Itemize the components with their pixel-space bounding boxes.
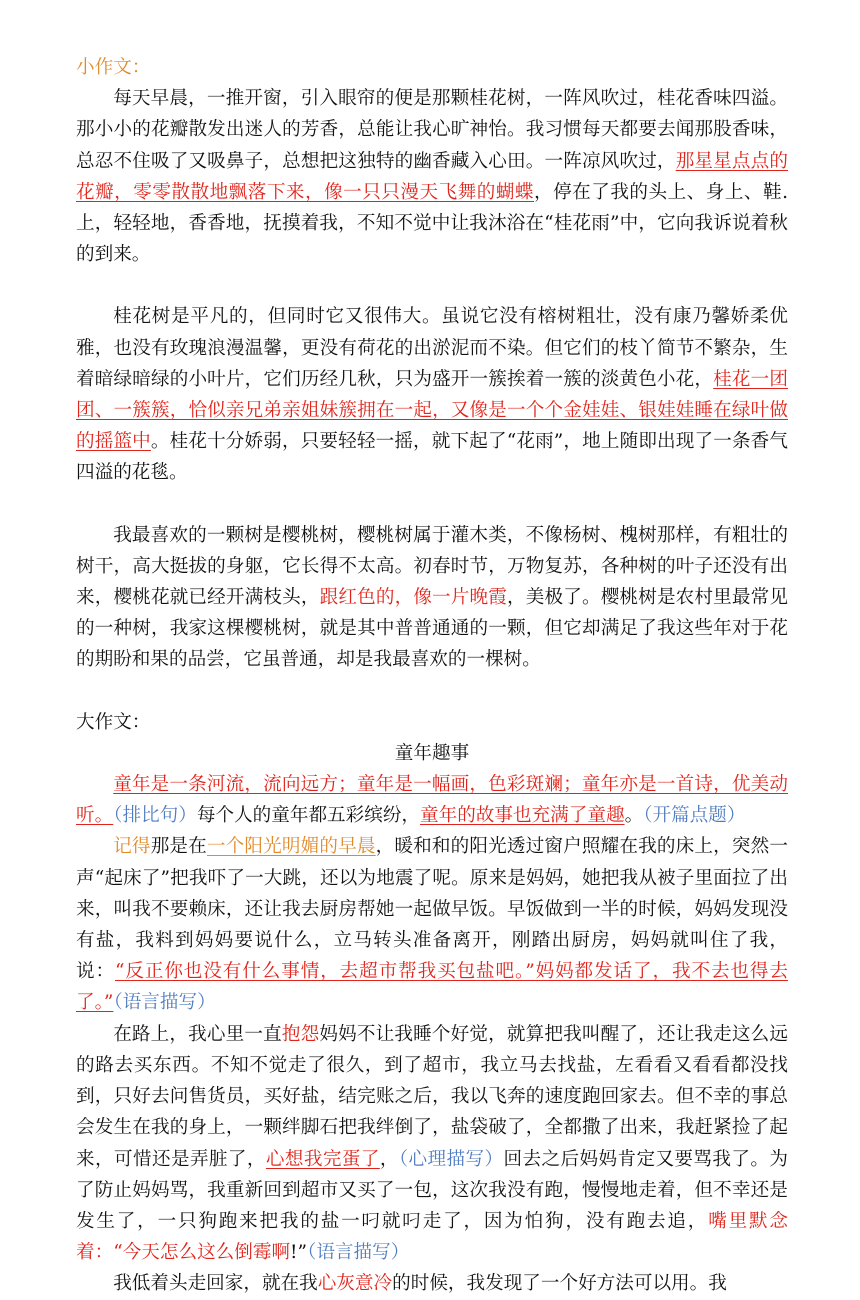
text-run: 我低着头走回家，就在我	[113, 1273, 318, 1295]
annotation-note: （语言描写）	[307, 1242, 410, 1264]
thought-phrase: 心想我完蛋了	[265, 1148, 380, 1170]
time-phrase: 一个阳光明媚的早晨	[206, 836, 376, 858]
big-essay-paragraph-3	[76, 1019, 788, 1269]
annotation-note: （排比句）	[113, 805, 197, 827]
highlighted-word: 心灰意冷	[317, 1273, 393, 1295]
text-run: ，停在了我的头上、身上、鞋.上，轻轻地，香香地，抚摸着我，不知不觉中让我沐浴在“桂花雨”中，它向我诉说着秋的到来。	[76, 181, 788, 266]
text-run: 。桂花十分娇弱，只要轻轻一摇，就下起了“花雨”，地上随即出现了一条香气四溢的花毯。	[76, 431, 788, 484]
document-page	[76, 52, 788, 1300]
big-essay-heading: 大作文：	[76, 711, 151, 733]
text-run: 的时候，我发现了一个好方法可以用。我	[392, 1273, 727, 1295]
small-essay-paragraph-1	[76, 83, 788, 270]
big-essay-paragraph-2	[76, 831, 788, 1018]
annotation-note: （语言描写）	[113, 992, 216, 1014]
text-run: ，暖和和的阳光透过窗户照耀在我的床上，突然一声“起床了”把我吓了一大跳，还以为地震了呢。原来是妈妈，她把我从被子里面拉了出来，叫我不要赖床，还让我去厨房帮她一起做早饭。早饭做到一半的时候，妈妈发现没有盐，我料到妈妈要说什么，立马转头准备离开，刚踏出厨房，妈妈就叫住了我，说：	[76, 836, 788, 983]
text-run: ，美极了。樱桃树是农村里最常见的一种树，我家这棵樱桃树，就是其中普普通通的一颗，但它却满足了我这些年对于花的期盼和果的品尝，它虽普通，却是我最喜欢的一棵树。	[76, 587, 788, 671]
text-run: 那是在	[150, 836, 207, 858]
big-essay-paragraph-1	[76, 769, 788, 831]
annotation-note: （开篇点题）	[643, 805, 746, 827]
highlighted-phrase: 跟红色的，像一片晚霞	[319, 587, 508, 609]
small-essay-heading: 小作文：	[76, 57, 151, 78]
paragraph-gap	[76, 489, 788, 520]
text-run: 每天早晨，一推开窗，引入眼帘的便是那颗桂花树，一阵风吹过，桂花香味四溢。那小小的花瓣散发出迷人的芳香，总能让我心旷神怡。我习惯每天都要去闻那股香味，总忍不住吸了又吸鼻子，总想把这独特的幽香藏入心田。一阵凉风吹过，	[76, 88, 788, 172]
parallelism-sentence: 童年是一条河流，流向远方；童年是一幅画，色彩斑斓；童年亦是一首诗，优美动听。	[76, 774, 788, 827]
paragraph-gap	[76, 676, 788, 707]
dialogue-quote: “反正你也没有什么事情，去超市帮我买包盐吧。”妈妈都发话了，我不去也得去了。”	[76, 961, 788, 1014]
essay-title: 童年趣事	[394, 742, 470, 764]
highlighted-word: 记得	[113, 836, 151, 858]
theme-phrase: 童年的故事也充满了童趣	[420, 805, 625, 827]
big-essay-paragraph-4	[76, 1268, 788, 1299]
paragraph-gap	[76, 270, 788, 301]
small-essay-paragraph-2	[76, 301, 788, 488]
text-run: 妈妈不让我睡个好觉，就算把我叫醒了，还让我走这么远的路去买东西。不知不觉走了很久，到了超市，我立马去找盐，左看看又看看都没找到，只好去问售货员，买好盐，结完账之后，我以飞奔的速度跑回家去。但不幸的事总会发生在我的身上，一颗绊脚石把我绊倒了，盐袋破了，全都撒了出来，我赶紧捡了起来，可惜还是弄脏了，	[76, 1023, 788, 1170]
small-essay-paragraph-3	[76, 520, 788, 676]
text-run: 我最喜欢的一颗树是樱桃树，樱桃树属于灌木类，不像杨树、槐树那样，有粗壮的树干，高大挺拔的身躯，它长得不太高。初春时节，万物复苏，各种树的叶子还没有出来，樱桃花就已经开满枝头，	[76, 524, 788, 609]
highlighted-simile: 那星星点点的花瓣，零零散散地飘落下来，像一只只漫天飞舞的蝴蝶	[76, 150, 788, 203]
text-run: ，	[379, 1148, 399, 1170]
text-run: !”	[290, 1242, 308, 1264]
text-run: 。	[624, 805, 644, 827]
dialogue-quote: 嘴里默念着：“今天怎么这么倒霉啊	[76, 1210, 788, 1264]
text-run: 在路上，我心里一直	[113, 1023, 282, 1045]
highlighted-word: 抱怨	[281, 1023, 320, 1045]
text-run: 每个人的童年都五彩缤纷，	[196, 805, 421, 827]
text-run: 桂花树是平凡的，但同时它又很伟大。虽说它没有榕树粗壮，没有康乃馨娇柔优雅，也没有玫瑰浪漫温馨，更没有荷花的出淤泥而不染。但它们的枝丫简节不繁杂，生着暗绿暗绿的小叶片，它们历经几秋，只为盛开一簇挨着一簇的淡黄色小花，	[76, 306, 788, 390]
text-run: 回去之后妈妈肯定又要骂我了。为了防止妈妈骂，我重新回到超市又买了一包，这次我没有跑，慢慢地走着，但不幸还是发生了，一只狗跑来把我的盐一叼就叼走了，因为怕狗，没有跑去追，	[76, 1148, 788, 1232]
annotation-note: （心理描写）	[398, 1148, 504, 1170]
highlighted-simile: 桂花一团团、一簇簇，恰似亲兄弟亲姐妹簇拥在一起，又像是一个个金娃娃、银娃娃睡在绿叶做的摇篮中	[76, 368, 788, 453]
